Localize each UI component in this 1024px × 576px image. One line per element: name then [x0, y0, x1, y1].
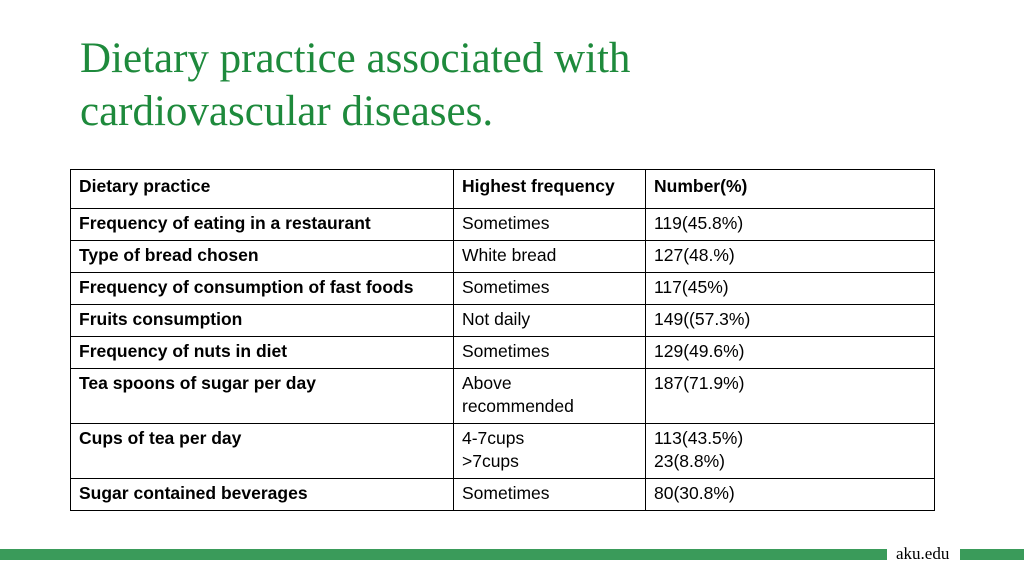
practice-cell: Tea spoons of sugar per day: [71, 369, 454, 424]
frequency-text: Sometimes: [462, 341, 550, 361]
number-cell: [646, 273, 935, 305]
number-text: 117(45%): [654, 277, 729, 297]
number-cell: [646, 369, 935, 424]
number-text: 119(45.8%): [654, 213, 744, 233]
footer-bar-right: [960, 549, 1024, 560]
table-row: [71, 241, 935, 273]
table-row: [71, 424, 935, 479]
practice-cell: Type of bread chosen: [71, 241, 454, 273]
frequency-text-line-2: recommended: [462, 396, 574, 416]
frequency-text-line-2: >7cups: [462, 451, 519, 471]
number-cell: [646, 209, 935, 241]
number-cell: [646, 424, 935, 479]
frequency-cell: [454, 424, 646, 479]
slide-title-line-1: Dietary practice associated with: [80, 35, 631, 82]
number-text: 149((57.3%): [654, 309, 751, 329]
practice-cell: Frequency of nuts in diet: [71, 337, 454, 369]
frequency-cell: [454, 273, 646, 305]
number-text-line-2: 23(8.8%): [654, 451, 726, 471]
number-cell: [646, 337, 935, 369]
header-dietary-practice: Dietary practice: [71, 170, 454, 209]
footer-bar-left: [0, 549, 887, 560]
table-row: [71, 369, 935, 424]
practice-cell: Sugar contained beverages: [71, 479, 454, 511]
table-row: [71, 337, 935, 369]
frequency-text: Sometimes: [462, 213, 550, 233]
table-row: [71, 305, 935, 337]
header-highest-frequency: Highest frequency: [454, 170, 646, 209]
number-cell: [646, 479, 935, 511]
frequency-text: White bread: [462, 245, 557, 265]
dietary-practice-table: [70, 169, 935, 511]
number-cell: [646, 305, 935, 337]
number-text-line-1: 113(43.5%): [654, 428, 744, 448]
frequency-cell: [454, 337, 646, 369]
header-number-percent: Number(%): [646, 170, 935, 209]
number-text: 127(48.%): [654, 245, 735, 265]
frequency-text-line-1: 4-7cups: [462, 428, 525, 448]
frequency-text-line-1: Above: [462, 373, 512, 393]
frequency-text: Sometimes: [462, 483, 550, 503]
frequency-cell: [454, 369, 646, 424]
frequency-text: Sometimes: [462, 277, 550, 297]
practice-cell: Cups of tea per day: [71, 424, 454, 479]
number-text: 129(49.6%): [654, 341, 745, 361]
slide-title: [80, 32, 940, 138]
number-text: 187(71.9%): [654, 373, 745, 393]
table-row: [71, 209, 935, 241]
table-header-row: [71, 170, 935, 209]
frequency-cell: [454, 479, 646, 511]
table-row: [71, 479, 935, 511]
number-cell: [646, 241, 935, 273]
frequency-cell: [454, 305, 646, 337]
practice-cell: Frequency of eating in a restaurant: [71, 209, 454, 241]
practice-cell: Frequency of consumption of fast foods: [71, 273, 454, 305]
slide-title-line-2: cardiovascular diseases.: [80, 88, 494, 135]
frequency-cell: [454, 209, 646, 241]
practice-cell: Fruits consumption: [71, 305, 454, 337]
frequency-text: Not daily: [462, 309, 531, 329]
number-text: 80(30.8%): [654, 483, 735, 503]
table-row: [71, 273, 935, 305]
frequency-cell: [454, 241, 646, 273]
aku-logo-text: aku.edu: [896, 544, 950, 563]
